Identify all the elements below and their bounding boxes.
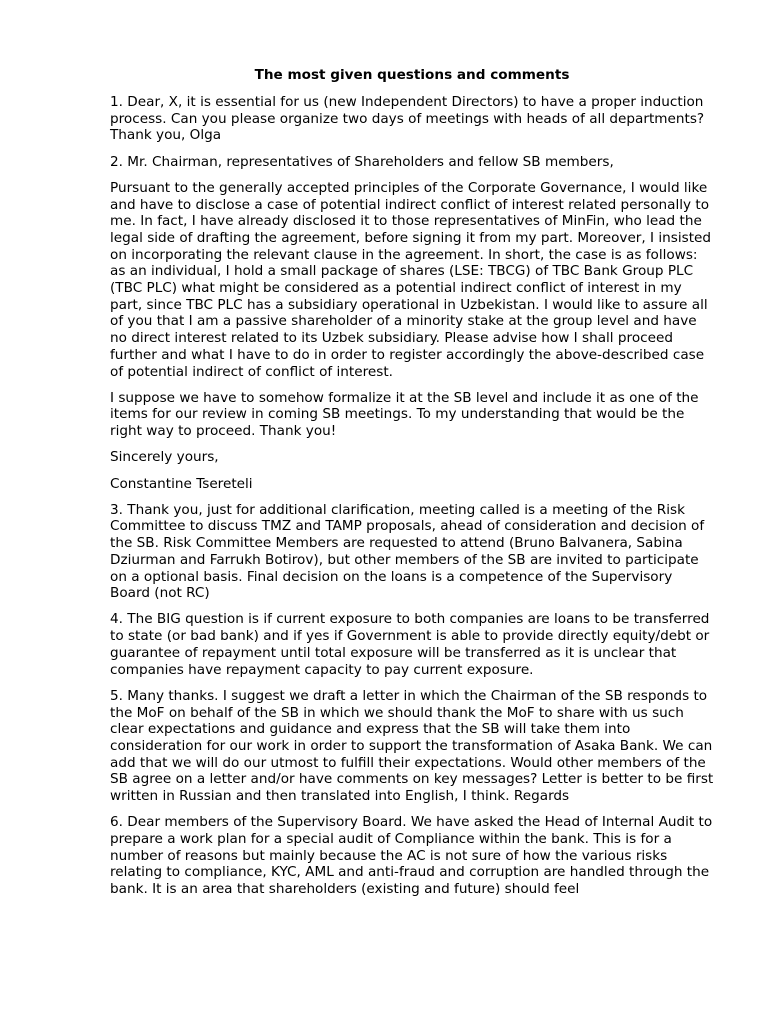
paragraph-big-question: 4. The BIG question is if current exposure to both companies are loans to be transferred to state (or bad bank) and if yes if Government is able to provide directly equity/debt or guarantee of repayment until total exposure will be transferred as it is unclear that companies have repayment capacity to pay current exposure. — [110, 611, 710, 678]
paragraph-sign-off: Sincerely yours, — [110, 449, 219, 466]
document-page — [110, 66, 714, 907]
paragraph-risk-committee: 3. Thank you, just for additional clarification, meeting called is a meeting of the Risk Committee to discuss TMZ and TAMP proposals, ahead of consideration and decision of the SB. Risk Committee Members are requested to attend (Bruno Balvanera, Sabina Dziurman and Farrukh Botirov), but other members of the SB are invited to participate on a optional basis. Final decision on the loans is a competence of the Supervisory Board (not RC) — [110, 501, 705, 602]
paragraph-chairman-greeting: 2. Mr. Chairman, representatives of Shareholders and fellow SB members, — [110, 153, 614, 170]
paragraph-olga-induction: 1. Dear, X, it is essential for us (new Independent Directors) to have a proper induction process. Can you please organize two days of meetings with heads of all departments? Thank you, Olga — [110, 94, 705, 144]
paragraph-signature-name: Constantine Tsereteli — [110, 475, 253, 492]
paragraph-conflict-of-interest: Pursuant to the generally accepted principles of the Corporate Governance, I would like and have to disclose a case of potential indirect conflict of interest related personally to me. In fact, I have already disclosed it to those representatives of MinFin, who lead the legal side of drafting the agreement, before signing it from my part. Moreover, I insisted on incorporating the relevant clause in the agreement. In short, the case is as follows: as an individual, I hold a small package of shares (LSE: TBCG) of TBC Bank Group PLC (TBC PLC) what might be considered as a potential indirect conflict of interest in my part, since TBC PLC has a subsidiary operational in Uzbekistan. I would like to assure all of you that I am a passive shareholder of a minority stake at the group level and have no direct interest related to its Uzbek subsidiary. Please advise how I shall proceed further and what I have to do in order to register accordingly the above-described case of potential indirect of conflict of interest. — [110, 179, 712, 380]
paragraph-letter-draft: 5. Many thanks. I suggest we draft a letter in which the Chairman of the SB responds to the MoF on behalf of the SB in which we should thank the MoF to share with us such clear expectations and guidance and express that the SB will take them into consideration for our work in order to support the transformation of Asaka Bank. We can add that we will do our utmost to fulfill their expectations. Would other members of the SB agree on a letter and/or have comments on key messages? Letter is better to be first written in Russian and then translated into English, I think. Regards — [110, 687, 714, 805]
paragraph-internal-audit: 6. Dear members of the Supervisory Board. We have asked the Head of Internal Audit to prepare a work plan for a special audit of Compliance within the bank. This is for a number of reasons but mainly because the AC is not sure of how the various risks relating to compliance, KYC, AML and anti-fraud and corruption are handled through the bank. It is an area that shareholders (existing and future) should feel — [110, 814, 713, 898]
paragraph-formalize: I suppose we have to somehow formalize it at the SB level and include it as one of the items for our review in coming SB meetings. To my understanding that would be the right way to proceed. Thank you! — [110, 389, 699, 440]
document-title: The most given questions and comments — [254, 67, 570, 83]
